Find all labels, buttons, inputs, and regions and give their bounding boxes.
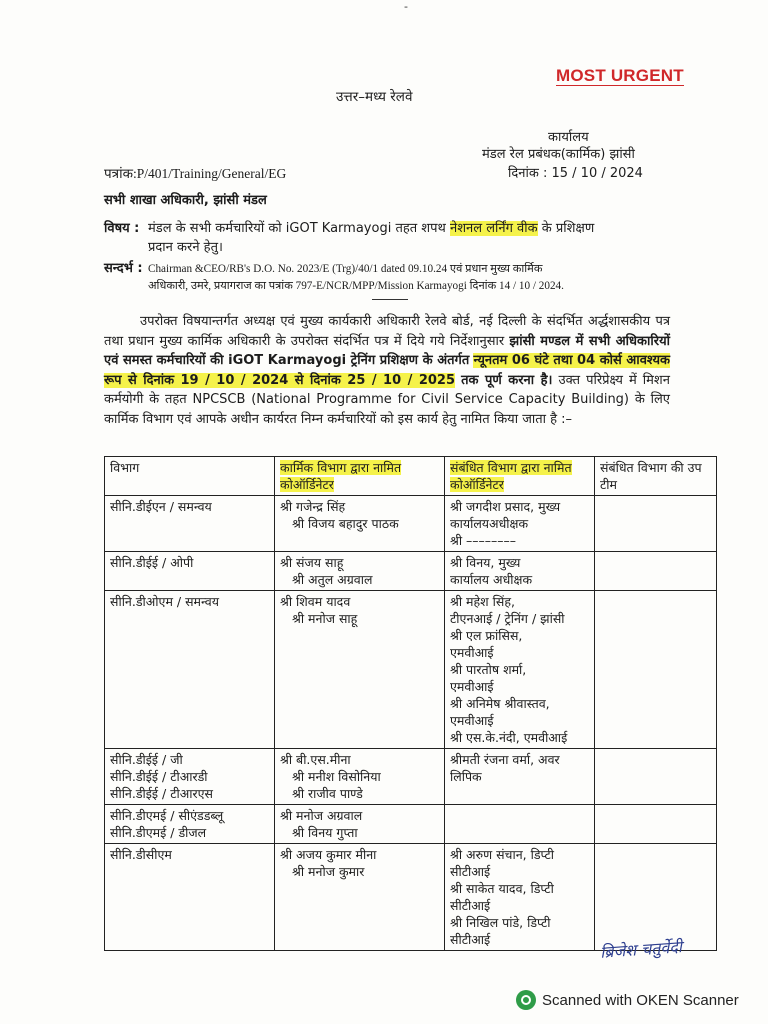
cell-department bbox=[105, 844, 275, 951]
cell-line: सीनि.डीईई / टीआरएस bbox=[110, 786, 213, 801]
table-row bbox=[105, 805, 717, 844]
cell-line: श्री एस.के.नंदी, एमवीआई bbox=[450, 730, 568, 745]
cell-line: एमवीआई bbox=[450, 713, 494, 728]
letter-date: दिनांक : 15 / 10 / 2024 bbox=[508, 166, 643, 181]
signature-text: ब्रिजेश चतुर्वेदी bbox=[599, 937, 683, 962]
cell-line: श्री निखिल पांडे, डिप्टी bbox=[450, 915, 551, 930]
cell-line: सीनि.डीईई / ओपी bbox=[110, 555, 194, 570]
subject-label: विषय : bbox=[104, 221, 140, 236]
top-mark: - bbox=[404, 0, 408, 13]
header-department: विभाग bbox=[105, 457, 275, 496]
cell-line: श्री बी.एस.मीना bbox=[280, 752, 351, 767]
cell-line: श्री साकेत यादव, डिप्टी bbox=[450, 881, 554, 896]
body-p1: उपरोक्त विषयान्तर्गत अध्यक्ष एवं मुख्य कार्यकारी अधिकारी रेलवे बोर्ड, नई दिल्ली के संदर्भित अर्द्धशासकीय पत्र तथा प्रधान मुख्य कार्मिक अधिकारी के उपरोक्त संदर्भित पत्र में दिये गये निर्देशानुसार bbox=[104, 314, 670, 349]
cell-line: श्री एल फ्रांसिस, bbox=[450, 628, 523, 643]
cell-line: सीनि.डीईई / जी bbox=[110, 752, 183, 767]
reference-line-2: अधिकारी, उमरे, प्रयागराज का पत्रांक 797-E/NCR/MPP/Mission Karmayogi दिनांक 14 / 10 / 2024. bbox=[148, 280, 564, 292]
subject-highlight: नेशनल लर्निंग वीक bbox=[449, 221, 538, 236]
cell-line: श्री मनीश विसोनिया bbox=[292, 769, 381, 784]
cell-related-coordinator bbox=[445, 805, 595, 844]
cell-line: सीनि.डीसीएम bbox=[110, 847, 172, 862]
cell-line: सीनि.डीईएन / समन्वय bbox=[110, 499, 212, 514]
subject-text-b: के प्रशिक्षण bbox=[541, 221, 595, 236]
cell-department bbox=[105, 805, 275, 844]
body-p3-highlight: न्यूनतम 06 घंटे तथा 04 कोर्स आवश्यक रूप से दिनांक 19 / 10 / 2024 से दिनांक 25 / 10 / 2025 bbox=[104, 353, 670, 388]
cell-personnel-coordinator bbox=[275, 591, 445, 749]
cell-line: टीएनआई / ट्रेनिंग / झांसी bbox=[450, 611, 565, 626]
body-p2-bold: झांसी मण्डल में सभी अधिकारियों एवं समस्त कर्मचारियों की iGOT Karmayogi ट्रेनिंग प्रशिक्षण के अंतर्गत bbox=[104, 333, 670, 368]
separator-rule bbox=[372, 299, 408, 300]
scanner-logo-icon bbox=[516, 990, 536, 1010]
cell-line: सीनि.डीओएम / समन्वय bbox=[110, 594, 219, 609]
cell-line: सीटीआई bbox=[450, 864, 491, 879]
table-row bbox=[105, 749, 717, 805]
cell-line: श्री मनोज साहू bbox=[292, 611, 358, 626]
cell-line: श्री –––––––– bbox=[450, 533, 517, 548]
cell-line: लिपिक bbox=[450, 769, 482, 784]
cell-sub-team bbox=[595, 591, 717, 749]
cell-line: सीटीआई bbox=[450, 932, 491, 947]
reference-line-1: Chairman &CEO/RB's D.O. No. 2023/E (Trg)/40/1 dated 09.10.24 एवं प्रधान मुख्य कार्मिक bbox=[148, 263, 543, 275]
cell-personnel-coordinator bbox=[275, 844, 445, 951]
cell-line: श्री शिवम यादव bbox=[280, 594, 351, 609]
cell-line: श्री पारतोष शर्मा, bbox=[450, 662, 527, 677]
table-row bbox=[105, 844, 717, 951]
cell-line: सीनि.डीएमई / सीएंडडब्लू bbox=[110, 808, 224, 823]
cell-related-coordinator bbox=[445, 749, 595, 805]
cell-personnel-coordinator bbox=[275, 552, 445, 591]
cell-line: श्री मनोज कुमार bbox=[292, 864, 365, 879]
cell-department bbox=[105, 552, 275, 591]
cell-sub-team bbox=[595, 805, 717, 844]
scanner-text: Scanned with OKEN Scanner bbox=[542, 991, 739, 1009]
cell-sub-team bbox=[595, 844, 717, 951]
cell-line: श्री अरुण संचान, डिप्टी bbox=[450, 847, 554, 862]
railway-name: उत्तर–मध्य रेलवे bbox=[336, 89, 413, 105]
office-line-1: कार्यालय bbox=[548, 130, 589, 145]
cell-related-coordinator bbox=[445, 496, 595, 552]
cell-line: श्री अतुल अग्रवाल bbox=[292, 572, 373, 587]
cell-sub-team bbox=[595, 749, 717, 805]
cell-line: सीटीआई bbox=[450, 898, 491, 913]
cell-line: सीनि.डीएमई / डीजल bbox=[110, 825, 207, 840]
cell-personnel-coordinator bbox=[275, 496, 445, 552]
body-p5: उक्त परिप्रेक्ष्य में मिशन कर्मयोगी के तहत NPCSCB (National Programme for Civil Service Capacity Building) के लिए कार्मिक विभाग एवं आपके अधीन कार्यरत निम्न कर्मचारियों को इस कार्य हेतु नामित किया जाता है :– bbox=[104, 372, 670, 427]
cell-line: श्री विनय, मुख्य bbox=[450, 555, 521, 570]
subject-line bbox=[148, 220, 688, 238]
reference-label: सन्दर्भ : bbox=[104, 261, 143, 276]
cell-line: श्री जगदीश प्रसाद, मुख्य bbox=[450, 499, 561, 514]
cell-line: श्री विजय बहादुर पाठक bbox=[292, 516, 399, 531]
cell-line: सीनि.डीईई / टीआरडी bbox=[110, 769, 208, 784]
cell-line: श्री संजय साहू bbox=[280, 555, 344, 570]
cell-line: एमवीआई bbox=[450, 645, 494, 660]
cell-line: श्री महेश सिंह, bbox=[450, 594, 515, 609]
cell-line: श्री अजय कुमार मीना bbox=[280, 847, 377, 862]
cell-line: श्री गजेन्द्र सिंह bbox=[280, 499, 346, 514]
addressee: सभी शाखा अधिकारी, झांसी मंडल bbox=[104, 193, 267, 208]
cell-department bbox=[105, 496, 275, 552]
office-line-2: मंडल रेल प्रबंधक(कार्मिक) झांसी bbox=[482, 147, 635, 162]
cell-personnel-coordinator bbox=[275, 805, 445, 844]
cell-sub-team bbox=[595, 552, 717, 591]
table-row bbox=[105, 552, 717, 591]
scanner-watermark bbox=[516, 990, 739, 1010]
header-sub-team: संबंधित विभाग की उप टीम bbox=[595, 457, 717, 496]
body-paragraph bbox=[104, 312, 670, 429]
table-header-row bbox=[105, 457, 717, 496]
cell-personnel-coordinator bbox=[275, 749, 445, 805]
cell-line: कार्यालय अधीक्षक bbox=[450, 572, 533, 587]
cell-line: श्री राजीव पाण्डे bbox=[292, 786, 363, 801]
body-p4-bold: तक पूर्ण करना है। bbox=[461, 372, 553, 388]
table-row bbox=[105, 496, 717, 552]
subject-line-2: प्रदान करने हेतु। bbox=[148, 240, 223, 255]
subject-text-a: मंडल के सभी कर्मचारियों को iGOT Karmayogi तहत शपथ bbox=[148, 221, 446, 236]
cell-related-coordinator bbox=[445, 591, 595, 749]
cell-line: श्री अनिमेष श्रीवास्तव, bbox=[450, 696, 550, 711]
header-personnel-coordinator: कार्मिक विभाग द्वारा नामित कोऑर्डिनेटर bbox=[275, 457, 445, 496]
coordinator-table bbox=[104, 456, 717, 951]
table-row bbox=[105, 591, 717, 749]
cell-related-coordinator bbox=[445, 552, 595, 591]
letter-number: पत्रांक:P/401/Training/General/EG bbox=[104, 166, 287, 181]
cell-line: कार्यालयअधीक्षक bbox=[450, 516, 529, 531]
cell-line: श्रीमती रंजना वर्मा, अवर bbox=[450, 752, 560, 767]
cell-line: एमवीआई bbox=[450, 679, 494, 694]
cell-department bbox=[105, 749, 275, 805]
cell-department bbox=[105, 591, 275, 749]
cell-line: श्री मनोज अग्रवाल bbox=[280, 808, 363, 823]
officer-signature bbox=[599, 935, 682, 963]
header-related-coordinator: संबंधित विभाग द्वारा नामित कोऑर्डिनेटर bbox=[445, 457, 595, 496]
cell-related-coordinator bbox=[445, 844, 595, 951]
most-urgent-stamp: MOST URGENT bbox=[556, 66, 684, 85]
cell-line: श्री विनय गुप्ता bbox=[292, 825, 358, 840]
cell-sub-team bbox=[595, 496, 717, 552]
